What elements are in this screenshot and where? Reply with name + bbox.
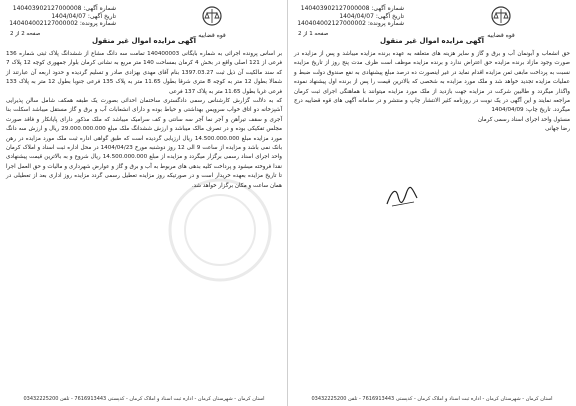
page-number: صفحه 1 از 2 (298, 31, 329, 37)
document-title: آگهی مزایده اموال غیر منقول (379, 37, 485, 45)
page-footer: استان کرمان - شهرستان کرمان - اداره ثبت اسناد و املاک کرمان - کدپستی 7616913443 - تلفن 03432225200 (311, 396, 553, 402)
watermark-seal (150, 170, 288, 290)
document-title: آگهی مزایده اموال غیر منقول (91, 37, 197, 45)
body-paragraph: بر اساس پرونده اجرائی به شماره بایگانی 140400003 تمامت سه دانگ مشاع از ششدانگ پلاک ثبتی شماره 136 فرعی از 121 اصلی واقع در بخش 4 کرمان بمساحت 140 متر مربع به نشانی کرمان بلوار جمهوری کوچه 12 پلاک 7 که سند مالکیت آن ذیل ثبت 1397.03.27 بنام آقای مهدی بهزادی صادر و تسلیم گردیده و حدود اربعه آن عبارتند از شمالا بطول 12 متر به کوچه 8 متری شرقا بطول 11.65 متر به پلاک 135 فرعی جنوبا بطول 12 متر به پلاک 133 فرعی غربا بطول 11.65 متر به پلاک 137 فرعی (6, 51, 283, 95)
document-body (294, 50, 570, 135)
case-number: شماره پرونده: 140404002127000002 (297, 20, 404, 28)
signatory-title: مسئول واحد اجرای اسناد رسمی کرمان (477, 116, 570, 123)
emblem-title: قوه قضاییه (487, 32, 515, 39)
page-number: صفحه 2 از 2 (10, 31, 41, 37)
ad-date: تاریخ آگهی: 1404/04/07 (339, 12, 404, 20)
emblem-title: قوه قضاییه (198, 32, 226, 39)
emblem-icon (490, 5, 512, 27)
header-info (294, 5, 404, 28)
handwritten-signature (384, 184, 420, 210)
ad-number: شماره آگهی: 140403902127000008 (12, 5, 116, 12)
ad-number: شماره آگهی: 140403902127000008 (300, 5, 404, 12)
judiciary-emblem (177, 5, 247, 39)
body-paragraph: حق انشعاب و آبونمان آب و برق و گاز و سایر هزینه های متعلقه به عهده برنده مزایده میباشد و پس از مزایده در صورت وجود مازاد برنده مزایده حق اعتراض ندارد و برنده مزایده موظف است ظرف مدت پنج روز از تاریخ مزایده نسبت به پرداخت مابقی ثمن مزایده اقدام نماید در غیر اینصورت ده درصد مبلغ پیشنهادی به نفع صندوق دولت ضبط و عملیات مزایده تجدید خواهد شد و ملک مورد مزایده به شخصی که بالاترین قیمت را پس از برنده اول پیشنهاد نموده واگذار میگردد و طالبین شرکت در مزایده جهت بازدید از ملک مورد مزایده میتوانند با هماهنگی اجرای ثبت کرمان مراجعه نمایند و این آگهی در یک نوبت در روزنامه کثیر الانتشار چاپ و منتشر و در سامانه آگهی های قوه قضاییه درج میگردد. تاریخ چاپ: 1404/04/09 (294, 51, 570, 114)
header-info (6, 5, 116, 28)
judiciary-emblem (466, 5, 536, 39)
case-number: شماره پرونده: 140404002127000002 (9, 20, 116, 28)
signatory-name: رضا جهانی (545, 126, 570, 133)
document-page-1 (288, 0, 576, 406)
page-footer: استان کرمان - شهرستان کرمان - اداره ثبت اسناد و املاک کرمان - کدپستی 7616913443 - تلفن 03432225200 (23, 396, 265, 402)
ad-date: تاریخ آگهی: 1404/04/07 (51, 12, 116, 20)
emblem-icon (201, 5, 223, 27)
body-paragraph: که به دلالت گزارش کارشناس رسمی دادگستری ساختمان احداثی بصورت یک طبقه همکف شامل سالن پذیرایی آشپزخانه دو اتاق خواب سرویس بهداشتی و حیاط بوده و دارای انشعابات آب و برق و گاز مستقل میباشد اسکلت بنا آجری و سقف تیرآهن و آجر نما آجر سه سانتی و کف سرامیک میباشد که ملک مذکور دارای پایانکار و فاقد صورت مجلس تفکیکی بوده و در تصرف مالک میباشد و ارزش ششدانگ ملک مبلغ 29.000.000.000 ریال و ارزش سه دانگ مورد مزایده مبلغ 14.500.000.000 ریال ارزیابی گردیده است که طبق گواهی اداره ثبت ملک مورد مزایده در رهن بانک نمی باشد و مزایده از ساعت 9 الی 12 روز دوشنبه مورخ 1404/04/23 در محل اداره ثبت اسناد و املاک کرمان واحد اجرای اسناد رسمی برگزار میگردد و مزایده از مبلغ 14.500.000.000 ریال شروع و به بالاترین قیمت پیشنهادی نقدا فروخته میشود و پرداخت کلیه بدهی های مربوط به آب و برق و گاز و عوارض شهرداری و مالیات و حق العمل اجرا تا تاریخ مزایده بعهده خریدار است و در صورتیکه روز مزایده تعطیل رسمی گردد مزایده روز اداری بعد از تعطیلی در همان ساعت و مکان برگزار خواهد شد. (6, 98, 283, 189)
